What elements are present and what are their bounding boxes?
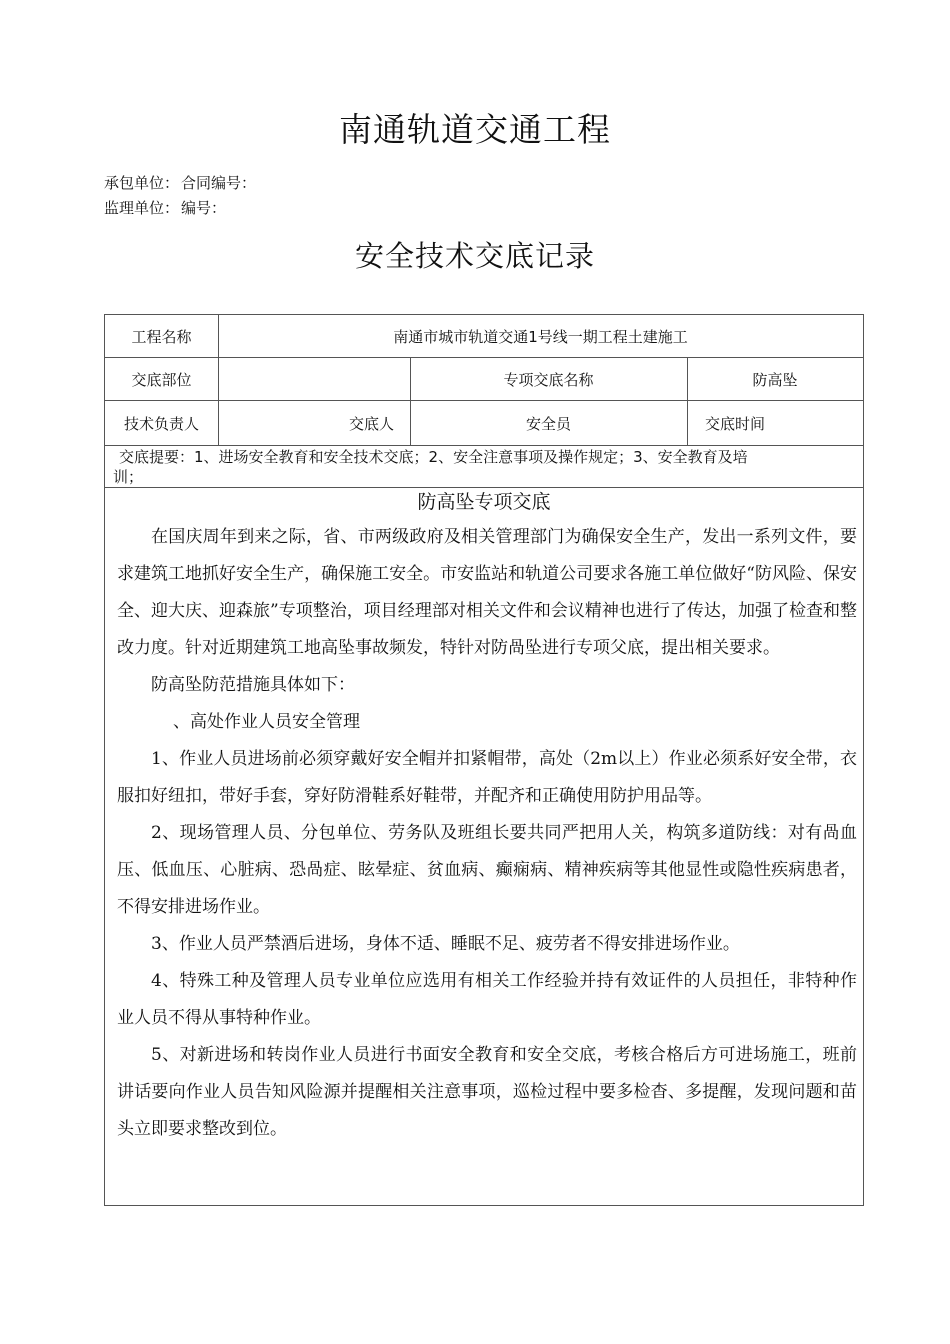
- summary-line-2: 训；: [113, 468, 144, 486]
- project-name-label: 工程名称: [131, 327, 192, 346]
- location-label: 交底部位: [131, 370, 192, 389]
- paragraph: 5、对新进场和转岗作业人员进行书面安全教育和安全交底，考核合格后方可进场施工，班前讲话要向作业人员告知风险源并提醒相关注意事项，巡检过程中要多检杳、多提醒，发现问题和苗头立即要求整改到位。: [117, 1045, 857, 1139]
- paragraph: 防高坠防范措施具体如下：: [151, 675, 355, 695]
- paragraph: 1、作业人员进场前必须穿戴好安全帽并扣紧帽带，高处（2m以上）作业必须系好安全带，衣服扣好纽扣，带好手套，穿好防滑鞋系好鞋带，并配齐和正确使用防护用品等。: [117, 749, 857, 806]
- time-label: 交底时间: [705, 414, 766, 433]
- summary-line-1: 交底提要：1、进场安全教育和安全技术交底；2、安全注意事项及操作规定；3、安全教育及培: [119, 448, 748, 466]
- supervisor-line: [104, 197, 226, 218]
- paragraph: 3、作业人员严禁酒后进场，身体不适、睡眠不足、疲劳者不得安排进场作业。: [151, 934, 740, 954]
- row-location: [105, 358, 863, 401]
- briefing-summary: [105, 446, 863, 488]
- topic-value: 防高坠: [752, 370, 798, 389]
- project-name-value: 南通市城市轨道交通1号线一期工程土建施工: [393, 327, 688, 346]
- safety-officer-label: 安全员: [525, 414, 571, 433]
- contractor-label: 承包单位：: [104, 174, 180, 192]
- paragraph: 在国庆周年到来之际，省、市两级政府及相关管理部门为确保安全生产，发出一系列文件，要求建筑工地抓好安全生产，确保施工安全。市安监站和轨道公司要求各施工单位做好“防风险、保安全、迎大庆、迎森旅”专项整治，项目经理部对相关文件和会议精神也进行了传达，加强了检查和整改力度。针对近期建筑工地高坠事故频发，特针对防咼坠进行专项父底，提出相关要求。: [117, 527, 857, 658]
- briefer-label: 交底人: [348, 414, 394, 433]
- row-signatures: [105, 401, 863, 446]
- section-title: 防高坠专项交底: [417, 491, 551, 513]
- location-value: [218, 358, 410, 400]
- topic-label: 专项交底名称: [503, 370, 594, 389]
- tech-lead-label: 技术负责人: [123, 414, 199, 433]
- serial-no-label: 编号：: [181, 199, 227, 217]
- supervisor-label: 监理单位：: [104, 199, 180, 217]
- row-project-name: [105, 315, 863, 358]
- contractor-line: [104, 172, 256, 193]
- paragraph: 4、特殊工种及管理人员专业单位应选用有相关工作经验并持有效证件的人员担任，非特种作业人员不得从事特种作业。: [117, 971, 857, 1028]
- record-table: [104, 314, 864, 1206]
- paragraph: 、高处作业人员安全管理: [173, 712, 360, 732]
- paragraph: 2、现场管理人员、分包单位、劳务队及班组长要共同严把用人关，构筑多道防线：对有咼血压、低血压、心脏病、恐咼症、眩晕症、贫血病、癫痫病、精神疾病等其他显性或隐性疾病患者，不得安排进场作业。: [117, 823, 857, 917]
- contract-no-label: 合同编号：: [181, 174, 257, 192]
- briefing-body: [117, 519, 857, 1148]
- project-title: 南通轨道交通工程: [339, 110, 611, 149]
- document-title: 安全技术交底记录: [354, 239, 595, 273]
